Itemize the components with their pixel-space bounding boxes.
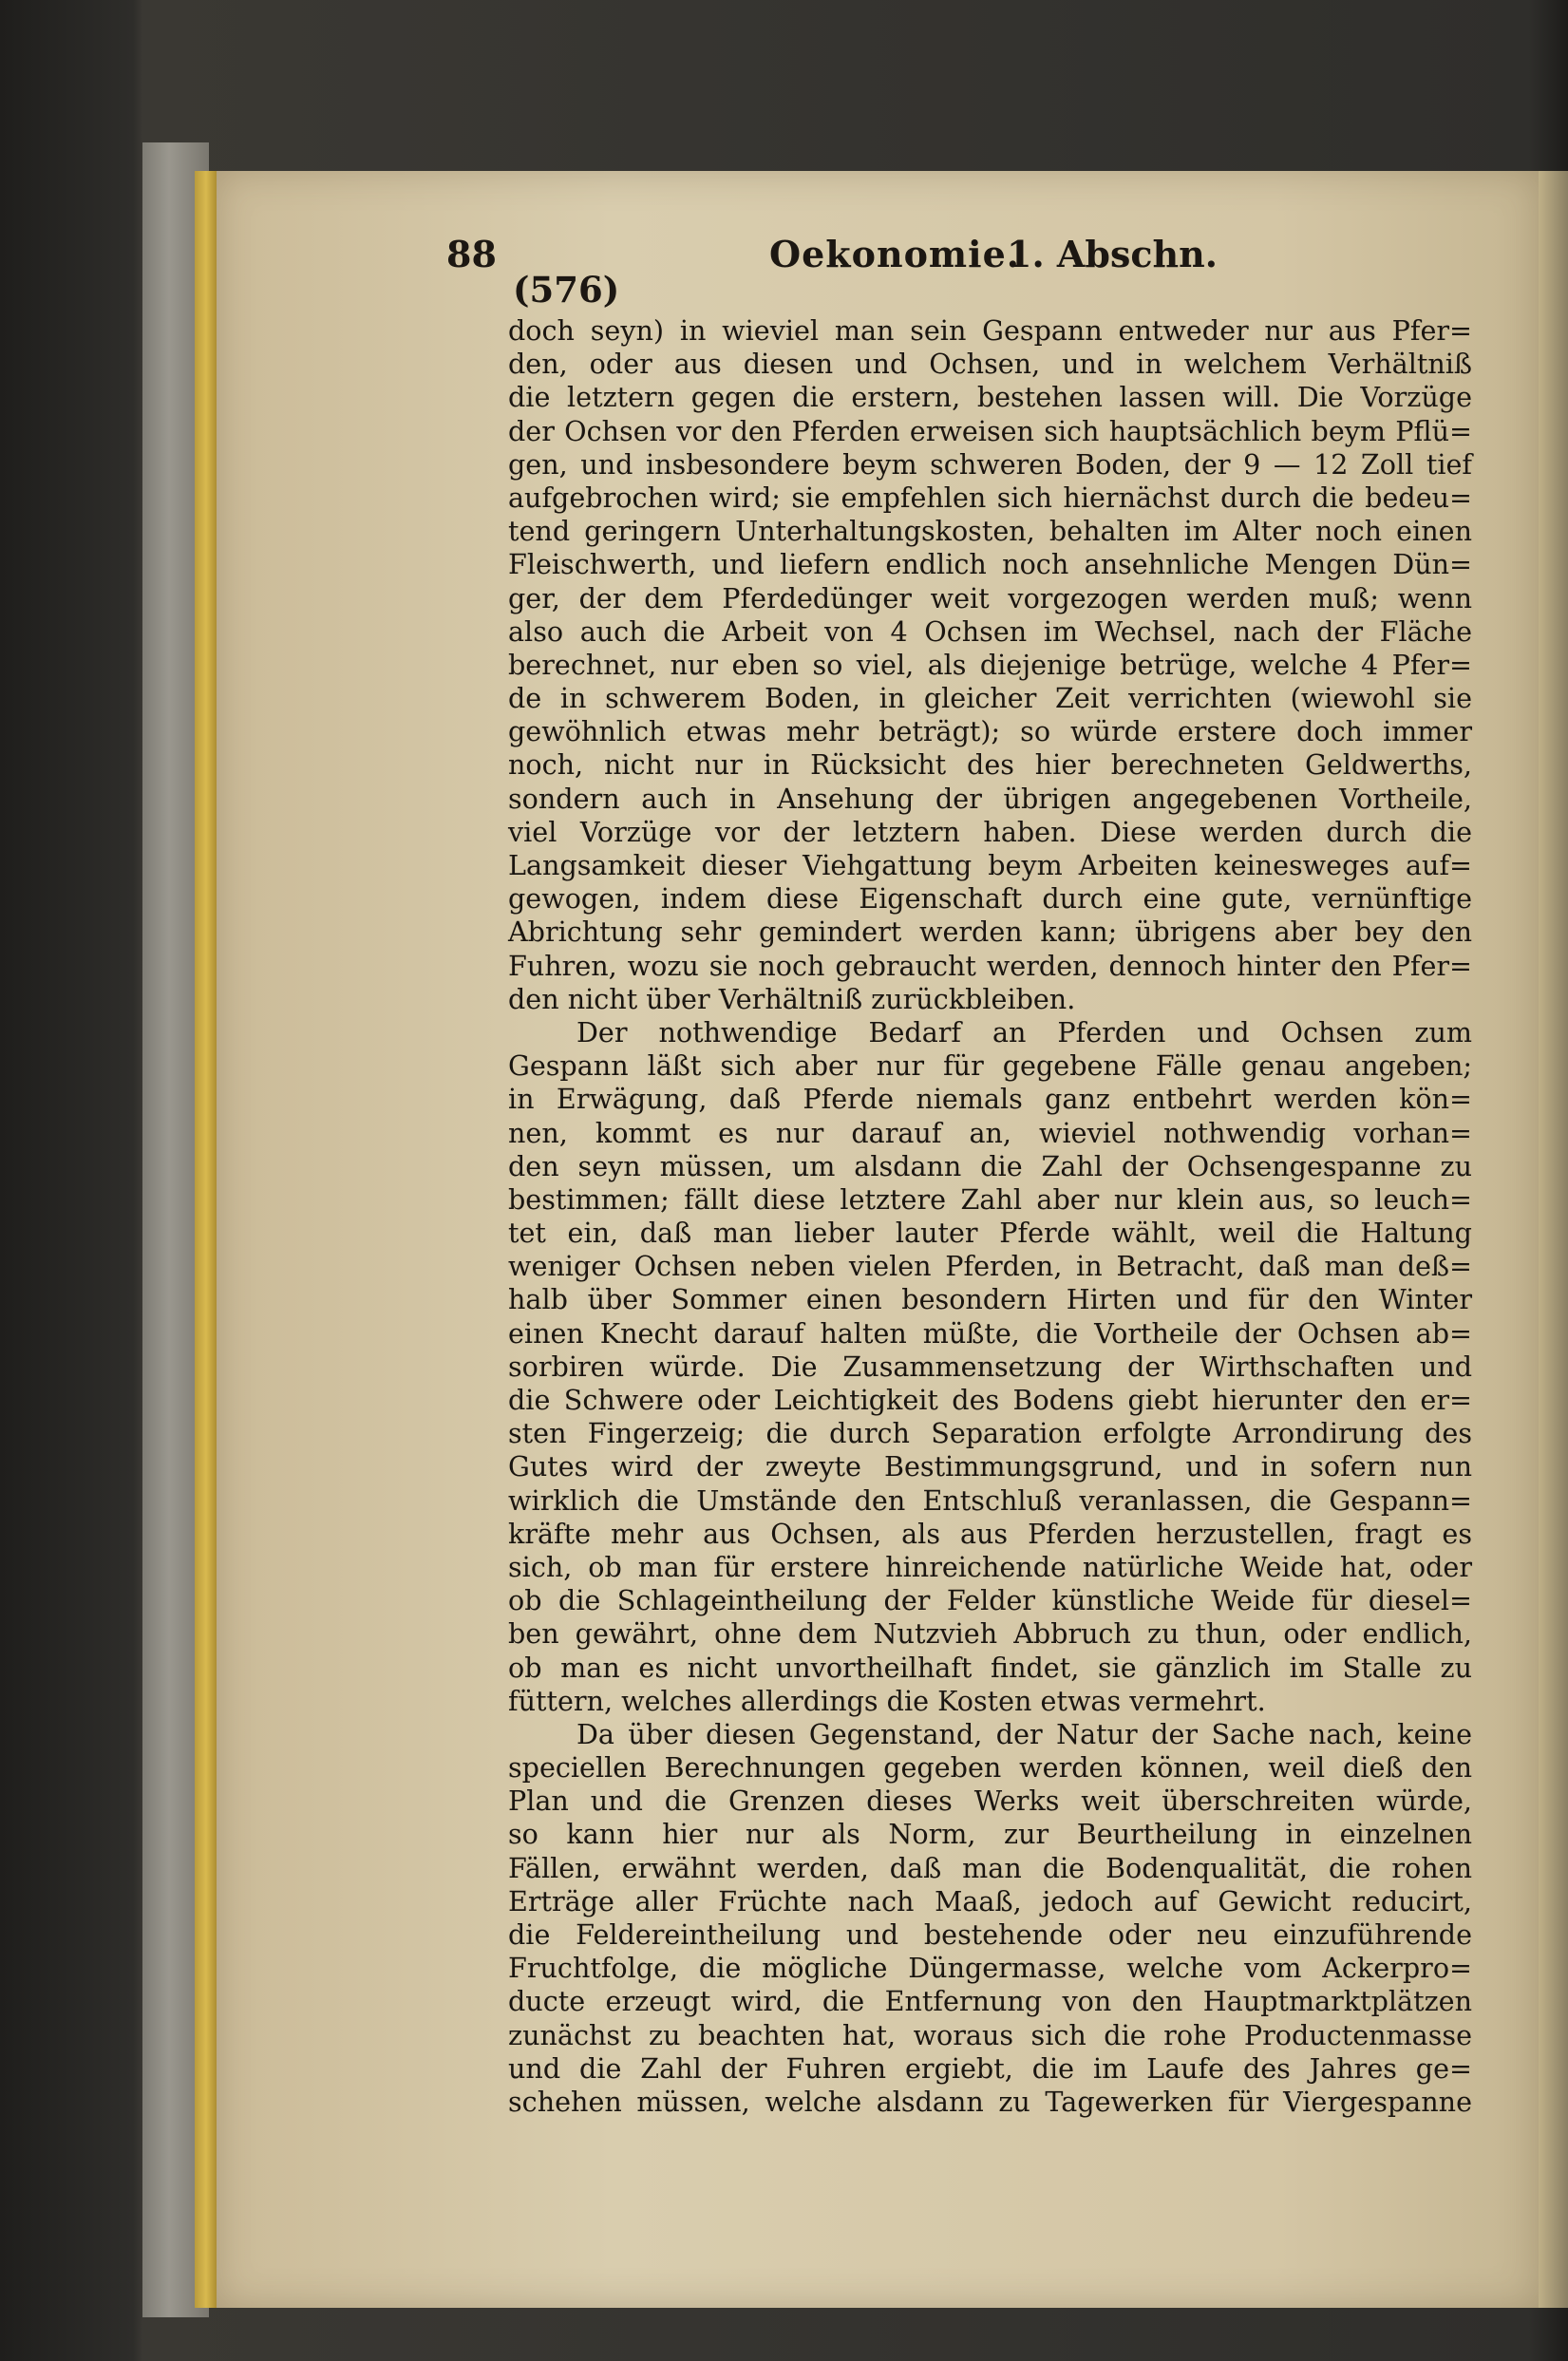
- text-line: Plan und die Grenzen dieses Werks weit überschreiten würde,: [508, 1785, 1472, 1818]
- text-line: der Ochsen vor den Pferden erweisen sich hauptsächlich beym Pflü=: [508, 414, 1472, 447]
- text-line: gewöhnlich etwas mehr beträgt); so würde erstere doch immer: [508, 715, 1472, 748]
- text-line: Fleischwerth, und liefern endlich noch ansehnliche Mengen Dün=: [508, 548, 1472, 581]
- text-line: ben gewährt, ohne dem Nutzvieh Abbruch zu thun, oder endlich,: [508, 1617, 1472, 1651]
- text-line: Fällen, erwähnt werden, daß man die Bodenqualität, die rohen: [508, 1851, 1472, 1884]
- text-line: sich, ob man für erstere hinreichende natürliche Weide hat, oder: [508, 1550, 1472, 1583]
- text-line: nen, kommt es nur darauf an, wieviel nothwendig vorhan=: [508, 1116, 1472, 1149]
- text-line: berechnet, nur eben so viel, als diejenige betrüge, welche 4 Pfer=: [508, 648, 1472, 681]
- text-line: zunächst zu beachten hat, woraus sich die rohe Productenmasse: [508, 2018, 1472, 2051]
- text-line: speciellen Berechnungen gegeben werden können, weil dieß den: [508, 1751, 1472, 1785]
- text-line: Langsamkeit dieser Viehgattung beym Arbeiten keinesweges auf=: [508, 849, 1472, 881]
- text-line: also auch die Arbeit von 4 Ochsen im Wechsel, nach der Fläche: [508, 614, 1472, 648]
- text-line: kräfte mehr aus Ochsen, als aus Pferden herzustellen, fragt es: [508, 1517, 1472, 1550]
- text-line: ducte erzeugt wird, die Entfernung von den Hauptmarktplätzen: [508, 1985, 1472, 2018]
- page-number: 88: [446, 233, 497, 275]
- text-line: viel Vorzüge vor der letztern haben. Diese werden durch die: [508, 815, 1472, 848]
- running-title: Oekonomie.: [769, 233, 1020, 275]
- text-line: sondern auch in Ansehung der übrigen angegebenen Vortheile,: [508, 782, 1472, 815]
- gilt-page-edge: [195, 171, 217, 2308]
- page-stack-edge: [1539, 171, 1568, 2308]
- text-line: so kann hier nur als Norm, zur Beurtheilung in einzelnen: [508, 1818, 1472, 1851]
- paragraph-marker: (576): [513, 269, 620, 311]
- text-line: aufgebrochen wird; sie empfehlen sich hiernächst durch die bedeu=: [508, 481, 1472, 514]
- text-line: weniger Ochsen neben vielen Pferden, in Betracht, daß man deß=: [508, 1250, 1472, 1283]
- text-line: Gespann läßt sich aber nur für gegebene Fälle genau angeben;: [508, 1049, 1472, 1083]
- text-line: Da über diesen Gegenstand, der Natur der Sache nach, keine: [576, 1717, 1472, 1750]
- text-line: tet ein, daß man lieber lauter Pferde wählt, weil die Haltung: [508, 1217, 1472, 1250]
- section-label: 1. Abschn.: [1007, 233, 1218, 275]
- text-line: wirklich die Umstände den Entschluß veranlassen, die Gespann=: [508, 1483, 1472, 1517]
- text-line: einen Knecht darauf halten müßte, die Vortheile der Ochsen ab=: [508, 1316, 1472, 1350]
- text-line: halb über Sommer einen besondern Hirten und für den Winter: [508, 1283, 1472, 1316]
- body-text: [508, 314, 1472, 2119]
- text-line: sorbiren würde. Die Zusammensetzung der Wirthschaften und: [508, 1350, 1472, 1383]
- text-line: de in schwerem Boden, in gleicher Zeit verrichten (wiewohl sie: [508, 682, 1472, 715]
- text-line: gen, und insbesondere beym schweren Boden, der 9 — 12 Zoll tief: [508, 447, 1472, 481]
- text-line: ob man es nicht unvortheilhaft findet, sie gänzlich im Stalle zu: [508, 1651, 1472, 1684]
- text-line: doch seyn) in wieviel man sein Gespann entweder nur aus Pfer=: [508, 314, 1472, 347]
- text-line: noch, nicht nur in Rücksicht des hier berechneten Geldwerths,: [508, 748, 1472, 782]
- text-line: bestimmen; fällt diese letztere Zahl aber nur klein aus, so leuch=: [508, 1182, 1472, 1216]
- text-line: füttern, welches allerdings die Kosten etwas vermehrt.: [508, 1684, 1266, 1717]
- text-line: die Schwere oder Leichtigkeit des Bodens giebt hierunter den er=: [508, 1384, 1472, 1416]
- text-line: die Feldereintheilung und bestehende oder neu einzuführende: [508, 1918, 1472, 1951]
- text-line: den, oder aus diesen und Ochsen, und in welchem Verhältniß: [508, 348, 1472, 381]
- text-line: die letztern gegen die erstern, bestehen lassen will. Die Vorzüge: [508, 381, 1472, 414]
- text-line: sten Fingerzeig; die durch Separation erfolgte Arrondirung des: [508, 1417, 1472, 1450]
- text-line: ob die Schlageintheilung der Felder künstliche Weide für diesel=: [508, 1584, 1472, 1617]
- text-line: schehen müssen, welche alsdann zu Tagewerken für Viergespanne: [508, 2085, 1472, 2118]
- text-line: den seyn müssen, um alsdann die Zahl der Ochsengespanne zu: [508, 1149, 1472, 1182]
- text-line: Erträge aller Früchte nach Maaß, jedoch auf Gewicht reducirt,: [508, 1884, 1472, 1917]
- text-line: in Erwägung, daß Pferde niemals ganz entbehrt werden kön=: [508, 1083, 1472, 1116]
- text-line: Gutes wird der zweyte Bestimmungsgrund, und in sofern nun: [508, 1450, 1472, 1483]
- text-line: tend geringern Unterhaltungskosten, behalten im Alter noch einen: [508, 515, 1472, 548]
- text-line: Der nothwendige Bedarf an Pferden und Ochsen zum: [576, 1015, 1472, 1048]
- text-line: Fruchtfolge, die mögliche Düngermasse, welche vom Ackerpro=: [508, 1952, 1472, 1985]
- text-line: gewogen, indem diese Eigenschaft durch eine gute, vernünftige: [508, 882, 1472, 916]
- text-line: den nicht über Verhältniß zurückbleiben.: [508, 982, 1076, 1015]
- text-line: Fuhren, wozu sie noch gebraucht werden, dennoch hinter den Pfer=: [508, 949, 1472, 982]
- text-line: ger, der dem Pferdedünger weit vorgezogen werden muß; wenn: [508, 581, 1472, 614]
- text-line: und die Zahl der Fuhren ergiebt, die im Laufe des Jahres ge=: [508, 2051, 1472, 2085]
- text-line: Abrichtung sehr gemindert werden kann; übrigens aber bey den: [508, 916, 1472, 949]
